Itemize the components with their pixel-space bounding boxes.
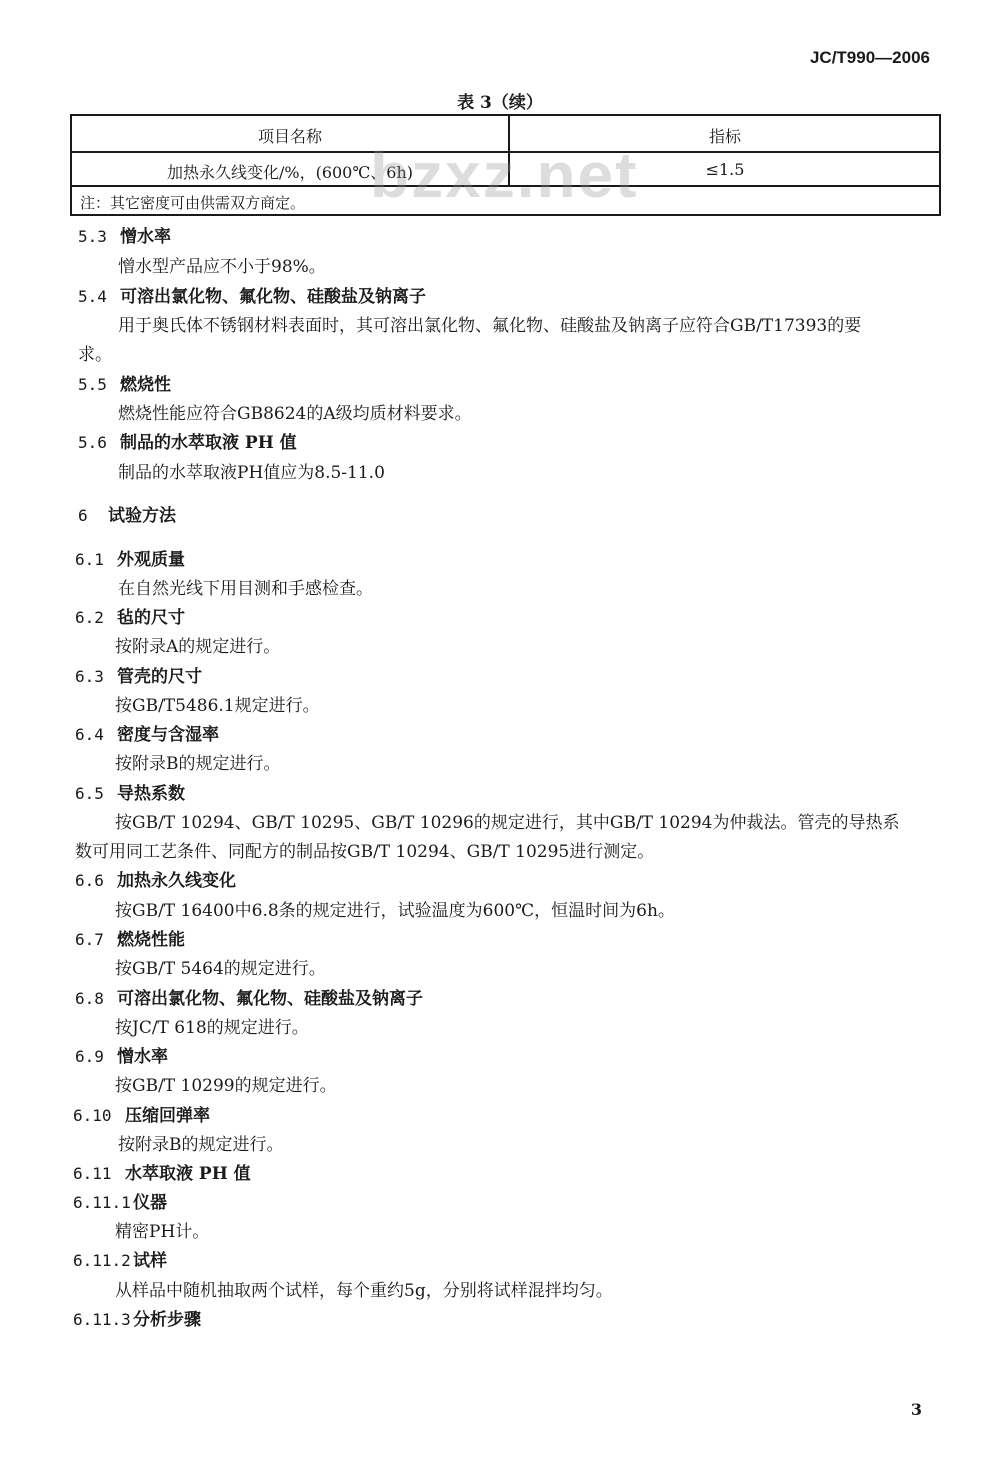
- body-paragraph: 按GB/T 5464的规定进行。: [115, 959, 326, 979]
- section-title: 水萃取液 PH 值: [125, 1164, 251, 1184]
- body-paragraph: 按GB/T 10294、GB/T 10295、GB/T 10296的规定进行，其中GB/T 10294为仲裁法。管壳的导热系: [115, 813, 900, 833]
- body-paragraph: 按JC/T 618的规定进行。: [115, 1018, 309, 1038]
- document-code: JC/T990—2006: [809, 48, 930, 67]
- body-paragraph: 求。: [78, 345, 112, 365]
- table-cell-item-name: 加热永久线变化/%，(600℃、6h): [166, 163, 413, 182]
- body-paragraph: 按附录B的规定进行。: [115, 754, 281, 774]
- body-paragraph: 制品的水萃取液PH值应为8.5-11.0: [118, 463, 385, 483]
- body-paragraph: 燃烧性能应符合GB8624的A级均质材料要求。: [118, 404, 472, 424]
- section-heading: [78, 428, 297, 453]
- section-title: 压缩回弹率: [125, 1106, 210, 1126]
- section-heading: [75, 866, 236, 891]
- body-paragraph: 憎水型产品应不小于98%。: [118, 257, 326, 277]
- section-title: 燃烧性能: [117, 930, 185, 950]
- section-title: 可溶出氯化物、氟化物、硅酸盐及钠离子: [120, 287, 426, 307]
- section-title: 可溶出氯化物、氟化物、硅酸盐及钠离子: [117, 989, 423, 1009]
- section-number: 6.11.2: [73, 1251, 131, 1270]
- section-title: 制品的水萃取液 PH 值: [120, 433, 297, 453]
- body-paragraph: 在自然光线下用目测和手感检查。: [118, 579, 373, 599]
- section-number: 6.11.1: [73, 1193, 131, 1212]
- section-heading: [73, 1246, 167, 1271]
- section-number: 6.4: [75, 725, 104, 744]
- section-title: 试样: [133, 1251, 167, 1271]
- body-paragraph: 按附录B的规定进行。: [118, 1135, 284, 1155]
- section-heading: [75, 1042, 168, 1067]
- section-heading: [75, 925, 185, 950]
- table-header-indicator: 指标: [708, 127, 741, 146]
- section-heading: [75, 720, 219, 745]
- section-heading: [75, 603, 185, 628]
- section-number: 6.1: [75, 550, 104, 569]
- section-number: 6.8: [75, 989, 104, 1008]
- body-paragraph: 精密PH计。: [115, 1222, 210, 1242]
- section-number: 6.2: [75, 608, 104, 627]
- section-heading: [75, 779, 185, 804]
- section-title: 试验方法: [108, 506, 176, 526]
- section-title: 外观质量: [117, 550, 185, 570]
- section-title: 毡的尺寸: [117, 608, 185, 628]
- section-title: 密度与含湿率: [117, 725, 219, 745]
- section-number: 6.11: [73, 1164, 112, 1183]
- section-heading: [75, 545, 185, 570]
- section-number: 6.5: [75, 784, 104, 803]
- section-number: 5.5: [78, 375, 107, 394]
- section-heading: [73, 1101, 210, 1126]
- table-header-item-name: 项目名称: [257, 127, 322, 146]
- section-number: 5.4: [78, 287, 107, 306]
- section-number: 6.11.3: [73, 1310, 131, 1329]
- page-number: 3: [910, 1400, 922, 1419]
- section-heading: [75, 984, 423, 1009]
- table-note: 注：其它密度可由供需双方商定。: [80, 194, 306, 212]
- section-title: 加热永久线变化: [117, 871, 236, 891]
- body-paragraph: 数可用同工艺条件、同配方的制品按GB/T 10294、GB/T 10295进行测定。: [75, 842, 655, 862]
- body-paragraph: 按GB/T 10299的规定进行。: [115, 1076, 337, 1096]
- section-heading: [78, 501, 176, 526]
- section-heading: [73, 1188, 167, 1213]
- body-paragraph: 按GB/T5486.1规定进行。: [115, 696, 320, 716]
- section-number: 6: [78, 506, 88, 525]
- section-number: 5.6: [78, 433, 107, 452]
- body-paragraph: 用于奥氏体不锈钢材料表面时，其可溶出氯化物、氟化物、硅酸盐及钠离子应符合GB/T17393的要: [118, 316, 862, 336]
- section-title: 分析步骤: [133, 1310, 201, 1330]
- body-paragraph: 按GB/T 16400中6.8条的规定进行，试验温度为600℃，恒温时间为6h。: [115, 901, 675, 921]
- section-heading: [75, 662, 202, 687]
- section-title: 燃烧性: [120, 375, 171, 395]
- section-heading: [78, 370, 171, 395]
- section-number: 6.9: [75, 1047, 104, 1066]
- section-heading: [73, 1159, 251, 1184]
- section-title: 导热系数: [117, 784, 185, 804]
- body-paragraph: 从样品中随机抽取两个试样，每个重约5g，分别将试样混拌均匀。: [115, 1281, 613, 1301]
- section-title: 憎水率: [117, 1047, 168, 1067]
- section-number: 6.10: [73, 1106, 112, 1125]
- table-title: 表 3（续）: [457, 93, 543, 113]
- section-number: 6.7: [75, 930, 104, 949]
- section-heading: [78, 222, 171, 247]
- table-cell-indicator: ≤1.5: [705, 160, 745, 179]
- section-number: 6.3: [75, 667, 104, 686]
- section-title: 管壳的尺寸: [117, 667, 202, 687]
- section-number: 5.3: [78, 227, 107, 246]
- section-number: 6.6: [75, 871, 104, 890]
- section-heading: [78, 282, 426, 307]
- section-heading: [73, 1305, 201, 1330]
- section-title: 仪器: [133, 1193, 167, 1213]
- body-paragraph: 按附录A的规定进行。: [115, 637, 281, 657]
- section-title: 憎水率: [120, 227, 171, 247]
- watermark: bzxz.net: [370, 139, 639, 211]
